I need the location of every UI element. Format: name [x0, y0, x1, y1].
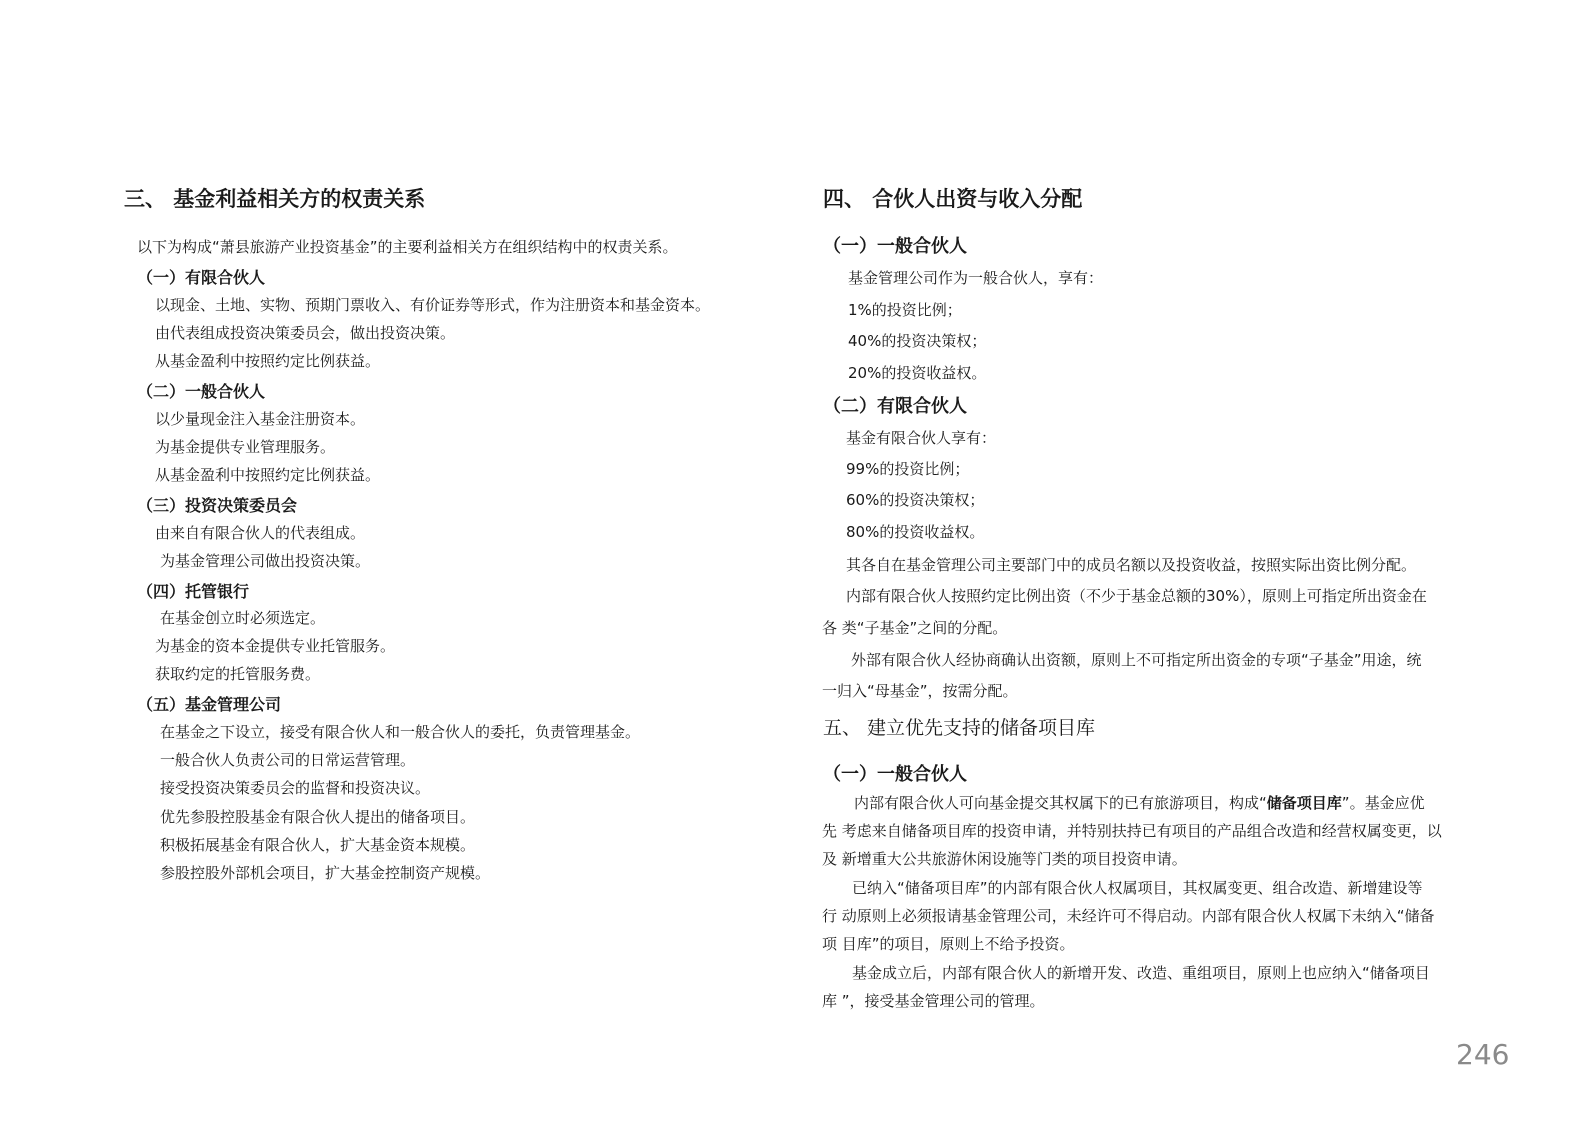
left-s1-line: 从基金盈利中按照约定比例获益。 [155, 352, 381, 370]
s5-para-1-pre: 内部有限合伙人可向基金提交其权属下的已有旅游项目，构成“ [854, 794, 1267, 812]
left-s3-line: 由来自有限合伙人的代表组成。 [155, 524, 366, 542]
right-lp-title: （二）有限合伙人 [823, 396, 967, 417]
left-s1-line: 由代表组成投资决策委员会，做出投资决策。 [155, 324, 456, 342]
right-s5-line: 及 新增重大公共旅游休闲设施等门类的项目投资申请。 [822, 850, 1187, 868]
left-s4-line: 在基金创立时必须选定。 [160, 609, 326, 627]
section-5-heading: 五、 建立优先支持的储备项目库 [823, 717, 1096, 739]
right-gp-line: 20%的投资收益权。 [848, 364, 987, 382]
right-gp-line: 40%的投资决策权； [848, 332, 987, 350]
right-lp-line: 80%的投资收益权。 [846, 523, 985, 541]
right-s5-line: 基金成立后，内部有限合伙人的新增开发、改造、重组项目，原则上也应纳入“储备项目 [852, 964, 1430, 982]
s5-para-1-post: ”。基金应优 [1341, 794, 1425, 812]
right-gp-line: 基金管理公司作为一般合伙人，享有： [848, 269, 1104, 287]
left-s4-line: 为基金的资本金提供专业托管服务。 [155, 637, 396, 655]
left-s2-line: 为基金提供专业管理服务。 [155, 438, 336, 456]
right-lp-line: 各 类“子基金”之间的分配。 [822, 619, 1008, 637]
s5-para-1-bold: 储备项目库 [1266, 794, 1342, 812]
section-3-intro: 以下为构成“萧县旅游产业投资基金”的主要利益相关方在组织结构中的权责关系。 [137, 238, 678, 256]
right-lp-line: 其各自在基金管理公司主要部门中的成员名额以及投资收益，按照实际出资比例分配。 [846, 556, 1417, 574]
left-s4-line: 获取约定的托管服务费。 [155, 665, 321, 683]
left-s2-line: 从基金盈利中按照约定比例获益。 [155, 466, 381, 484]
left-s1-line: 以现金、土地、实物、预期门票收入、有价证券等形式，作为注册资本和基金资本。 [155, 296, 711, 314]
right-lp-line: 外部有限合伙人经协商确认出资额，原则上不可指定所出资金的专项“子基金”用途，统 [851, 651, 1422, 669]
right-lp-line: 内部有限合伙人按照约定比例出资（不少于基金总额的30%），原则上可指定所出资金在 [846, 587, 1427, 605]
left-s5-line: 接受投资决策委员会的监督和投资决议。 [160, 779, 431, 797]
left-s2-title: （二）一般合伙人 [137, 382, 266, 401]
right-s5-line: 项 目库”的项目，原则上不给予投资。 [822, 935, 1075, 953]
left-s5-line: 在基金之下设立，接受有限合伙人和一般合伙人的委托，负责管理基金。 [160, 723, 641, 741]
left-s5-line: 参股控股外部机会项目，扩大基金控制资产规模。 [160, 864, 491, 882]
right-s5-line: 已纳入“储备项目库”的内部有限合伙人权属项目，其权属变更、组合改造、新增建设等 [852, 879, 1423, 897]
right-lp-line: 99%的投资比例； [846, 460, 970, 478]
left-s2-line: 以少量现金注入基金注册资本。 [155, 410, 366, 428]
left-s5-title: （五）基金管理公司 [137, 695, 282, 714]
right-s5-title: （一）一般合伙人 [823, 764, 967, 785]
section-3-heading: 三、 基金利益相关方的权责关系 [124, 187, 426, 211]
right-s5-para-1 [854, 792, 1425, 813]
right-s5-line: 行 动原则上必须报请基金管理公司，未经许可不得启动。内部有限合伙人权属下未纳入“储备 [822, 907, 1435, 925]
right-lp-line: 基金有限合伙人享有： [846, 429, 997, 447]
right-s5-line: 库 ”，接受基金管理公司的管理。 [822, 992, 1045, 1010]
page-number: 246 [1456, 1038, 1510, 1071]
left-s3-title: （三）投资决策委员会 [137, 496, 298, 515]
section-4-heading: 四、 合伙人出资与收入分配 [823, 187, 1083, 211]
left-s5-line: 一般合伙人负责公司的日常运营管理。 [160, 751, 416, 769]
left-s5-line: 优先参股控股基金有限合伙人提出的储备项目。 [160, 808, 476, 826]
left-s5-line: 积极拓展基金有限合伙人，扩大基金资本规模。 [160, 836, 476, 854]
right-s5-line: 先 考虑来自储备项目库的投资申请，并特别扶持已有项目的产品组合改造和经营权属变更，以 [822, 822, 1442, 840]
left-s4-title: （四）托管银行 [137, 582, 250, 601]
right-gp-title: （一）一般合伙人 [823, 236, 967, 257]
right-gp-line: 1%的投资比例； [848, 301, 962, 319]
right-lp-line: 一归入“母基金”，按需分配。 [822, 682, 1018, 700]
right-lp-line: 60%的投资决策权； [846, 491, 985, 509]
left-s1-title: （一）有限合伙人 [137, 268, 266, 287]
left-s3-line: 为基金管理公司做出投资决策。 [160, 552, 371, 570]
